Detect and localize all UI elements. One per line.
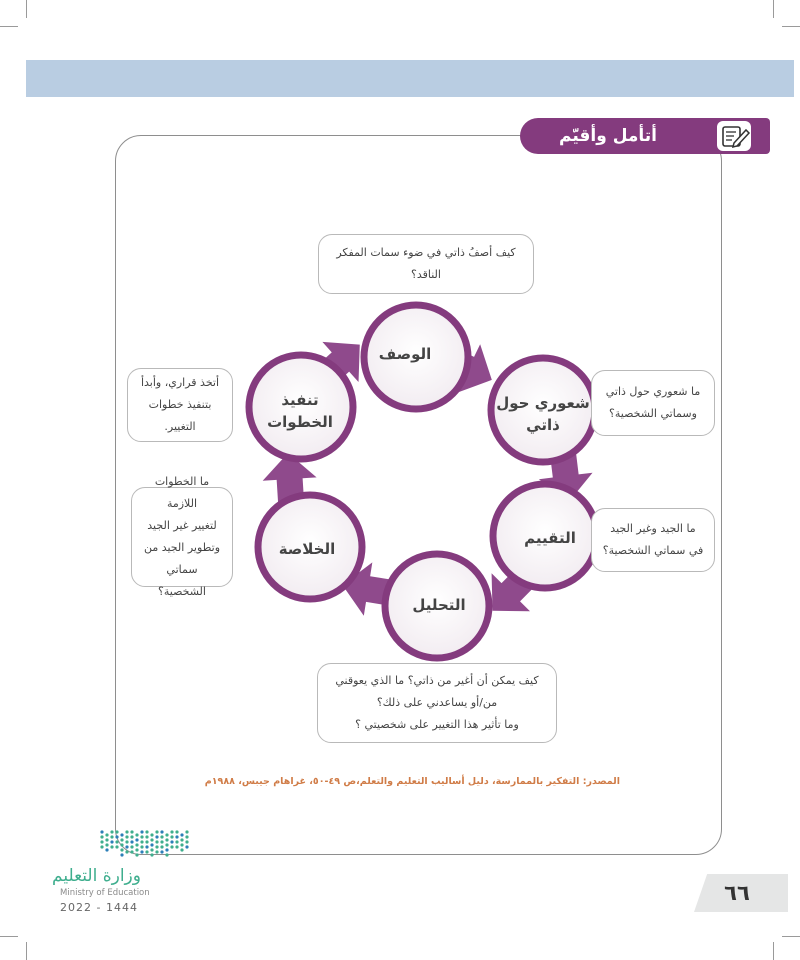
logo-dot	[115, 845, 118, 848]
logo-dot	[105, 833, 108, 836]
logo-dot	[135, 853, 138, 856]
logo-dot	[150, 853, 153, 856]
prompt-line: الناقد؟	[411, 268, 441, 281]
logo-dot	[185, 840, 188, 843]
logo-dot	[135, 833, 138, 836]
prompt-line: في سماتي الشخصية؟	[602, 544, 704, 557]
logo-dot	[115, 840, 118, 843]
logo-dot	[175, 840, 178, 843]
prompt-line: الشخصية؟	[158, 585, 206, 598]
logo-dot	[130, 840, 133, 843]
logo-dot	[155, 840, 158, 843]
logo-dot	[115, 835, 118, 838]
logo-dot	[175, 845, 178, 848]
logo-dot	[125, 845, 128, 848]
logo-dot	[165, 843, 168, 846]
logo-dot	[140, 840, 143, 843]
logo-dot	[125, 840, 128, 843]
logo-dot	[170, 830, 173, 833]
node-action-line2: الخطوات	[267, 413, 333, 431]
logo-dot	[115, 830, 118, 833]
logo-dot	[100, 840, 103, 843]
logo-dot	[140, 845, 143, 848]
logo-dot	[145, 835, 148, 838]
section-title: أتأمل وأقيّم مكتسباتي	[558, 126, 657, 182]
prompt-box-action	[127, 368, 233, 442]
logo-dot	[135, 838, 138, 841]
logo-dot	[120, 833, 123, 836]
ministry-name-english: Ministry of Education	[60, 888, 150, 898]
logo-dot	[130, 830, 133, 833]
prompt-box-feelings	[591, 370, 715, 436]
logo-dot	[110, 840, 113, 843]
logo-dot	[105, 848, 108, 851]
logo-dot	[130, 835, 133, 838]
logo-dot	[165, 833, 168, 836]
logo-dot	[185, 835, 188, 838]
logo-dot	[160, 835, 163, 838]
prompt-line: كيف أصفُ ذاتي في ضوء سمات المفكر	[336, 246, 516, 259]
logo-dot	[185, 830, 188, 833]
node-action-label	[245, 389, 355, 433]
logo-dot	[150, 838, 153, 841]
logo-dot	[105, 838, 108, 841]
logo-dot	[125, 850, 128, 853]
node-analysis-label: التحليل	[412, 596, 466, 614]
logo-dot	[135, 843, 138, 846]
logo-dot	[105, 843, 108, 846]
logo-dot	[165, 848, 168, 851]
logo-dot	[130, 845, 133, 848]
prompt-box-analysis	[317, 663, 557, 743]
logo-dot	[110, 830, 113, 833]
prompt-line: التغيير.	[164, 420, 196, 433]
page-number: ٦٦	[724, 881, 750, 905]
node-feelings-line2: ذاتي	[526, 416, 560, 434]
logo-dot	[145, 830, 148, 833]
edition-year: 2022 - 1444	[60, 901, 138, 914]
logo-dot	[155, 830, 158, 833]
source-citation: المصدر: التفكير بالممارسة، دليل أساليب التعليم والتعلم،ص ٤٩-٥٠، غراهام جيبس، ١٩٨٨م	[204, 776, 620, 787]
logo-dot	[125, 830, 128, 833]
prompt-box-conclusion	[131, 475, 233, 598]
logo-dot	[110, 835, 113, 838]
logo-dot	[100, 835, 103, 838]
logo-dot	[160, 845, 163, 848]
logo-dot	[155, 835, 158, 838]
logo-dot	[165, 838, 168, 841]
node-action-line1: تنفيذ	[281, 391, 319, 409]
node-description-label: الوصف	[378, 345, 432, 363]
ministry-name-arabic: وزارة التعليم	[52, 866, 141, 886]
logo-dot	[130, 850, 133, 853]
logo-dot	[120, 843, 123, 846]
node-feelings-line1: شعوري حول	[496, 394, 590, 412]
prompt-line: وسماتي الشخصية؟	[609, 407, 697, 420]
logo-dot	[180, 848, 183, 851]
prompt-box-description	[318, 234, 534, 294]
logo-dot	[160, 850, 163, 853]
prompt-line: أتخذ قراري، وأبدأ	[140, 376, 220, 389]
prompt-line: كيف يمكن أن أغير من ذاتي؟ ما الذي يعوقني	[335, 674, 539, 687]
logo-dot	[160, 840, 163, 843]
logo-dot	[140, 850, 143, 853]
logo-dot	[170, 840, 173, 843]
logo-dot	[180, 838, 183, 841]
logo-dot	[110, 845, 113, 848]
ministry-logo-icon	[96, 826, 196, 860]
logo-dot	[160, 830, 163, 833]
prompt-line: وتطوير الجيد من سماتي	[143, 541, 221, 576]
logo-dot	[150, 843, 153, 846]
logo-dot	[120, 853, 123, 856]
logo-dot	[140, 835, 143, 838]
logo-dot	[100, 830, 103, 833]
prompt-line: من/أو يساعدني على ذلك؟	[376, 696, 498, 709]
logo-dot	[120, 848, 123, 851]
logo-dot	[175, 835, 178, 838]
prompt-box-evaluation	[591, 508, 715, 572]
logo-dot	[175, 830, 178, 833]
prompt-line: ما الجيد وغير الجيد	[610, 522, 696, 535]
logo-dot	[145, 845, 148, 848]
logo-dot	[150, 833, 153, 836]
logo-dot	[180, 833, 183, 836]
prompt-line: ما شعوري حول ذاتي	[605, 385, 701, 398]
prompt-line: لتغيير غير الجيد	[147, 519, 217, 532]
logo-dot	[170, 845, 173, 848]
logo-dot	[155, 845, 158, 848]
logo-dot	[170, 835, 173, 838]
logo-dot	[145, 850, 148, 853]
node-conclusion-label: الخلاصة	[278, 540, 336, 558]
logo-dot	[180, 843, 183, 846]
logo-dot	[150, 848, 153, 851]
logo-dot	[135, 848, 138, 851]
prompt-line: وما تأثير هذا التغيير على شخصيتي ؟	[355, 718, 519, 731]
logo-dot	[185, 845, 188, 848]
prompt-line: ما الخطوات اللازمة	[154, 475, 210, 510]
node-evaluation-label: التقييم	[524, 529, 576, 547]
prompt-line: بتنفيذ خطوات	[148, 398, 212, 411]
logo-dot	[100, 845, 103, 848]
logo-dot	[120, 838, 123, 841]
logo-dot	[145, 840, 148, 843]
logo-dot	[155, 850, 158, 853]
logo-dot	[125, 835, 128, 838]
logo-dot	[140, 830, 143, 833]
node-feelings-label	[488, 392, 598, 436]
logo-dot	[165, 853, 168, 856]
